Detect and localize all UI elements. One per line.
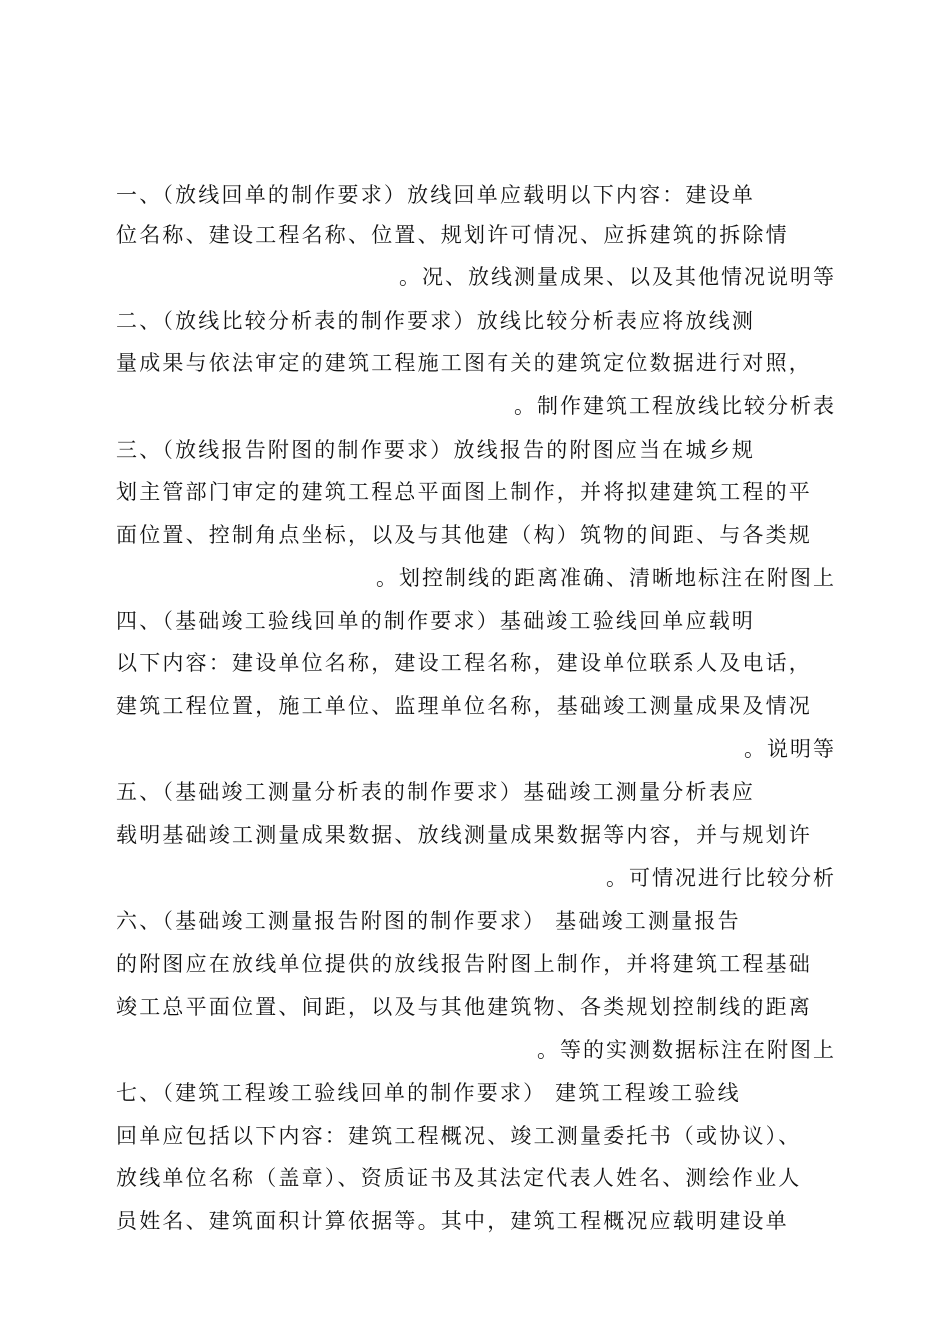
- text-line: 。划控制线的距离准确、清晰地标注在附图上: [376, 566, 836, 590]
- text-line: 员姓名、建筑面积计算依据等。其中，建筑工程概况应载明建设单: [116, 1209, 789, 1233]
- text-line: 划主管部门审定的建筑工程总平面图上制作，并将拟建建筑工程的平: [116, 480, 812, 504]
- text-line: 。可情况进行比较分析: [606, 866, 836, 890]
- text-line: 位名称、建设工程名称、位置、规划许可情况、应拆建筑的拆除情: [116, 223, 789, 247]
- text-line: 。说明等: [744, 737, 836, 761]
- text-line: 放线单位名称（盖章）、资质证书及其法定代表人姓名、测绘作业人: [116, 1166, 802, 1190]
- text-line: 二、（放线比较分析表的制作要求）放线比较分析表应将放线测: [116, 309, 756, 333]
- text-line: 。等的实测数据标注在附图上: [537, 1038, 836, 1062]
- text-line: 回单应包括以下内容：建筑工程概况、竣工测量委托书（或协议）、: [116, 1124, 802, 1148]
- text-line: 三、（放线报告附图的制作要求）放线报告的附图应当在城乡规: [116, 438, 756, 462]
- text-line: 。况、放线测量成果、以及其他情况说明等: [399, 265, 836, 289]
- text-line: 以下内容：建设单位名称，建设工程名称，建设单位联系人及电话，: [116, 651, 812, 675]
- text-line: 四、（基础竣工验线回单的制作要求）基础竣工验线回单应载明: [116, 609, 756, 633]
- text-line: 六、（基础竣工测量报告附图的制作要求） 基础竣工测量报告: [116, 909, 741, 933]
- text-line: 面位置、控制角点坐标，以及与其他建（构）筑物的间距、与各类规: [116, 523, 812, 547]
- text-line: 载明基础竣工测量成果数据、放线测量成果数据等内容，并与规划许: [116, 823, 812, 847]
- text-line: 。制作建筑工程放线比较分析表: [514, 394, 836, 418]
- text-line: 七、（建筑工程竣工验线回单的制作要求） 建筑工程竣工验线: [116, 1081, 741, 1105]
- text-line: 的附图应在放线单位提供的放线报告附图上制作，并将建筑工程基础: [116, 952, 812, 976]
- text-line: 五、（基础竣工测量分析表的制作要求）基础竣工测量分析表应: [116, 780, 756, 804]
- text-line: 一、（放线回单的制作要求）放线回单应载明以下内容：建设单: [116, 183, 756, 207]
- text-line: 竣工总平面位置、间距，以及与其他建筑物、各类规划控制线的距离: [116, 995, 812, 1019]
- text-line: 量成果与依法审定的建筑工程施工图有关的建筑定位数据进行对照，: [116, 351, 812, 375]
- text-line: 建筑工程位置，施工单位、监理单位名称，基础竣工测量成果及情况: [116, 694, 812, 718]
